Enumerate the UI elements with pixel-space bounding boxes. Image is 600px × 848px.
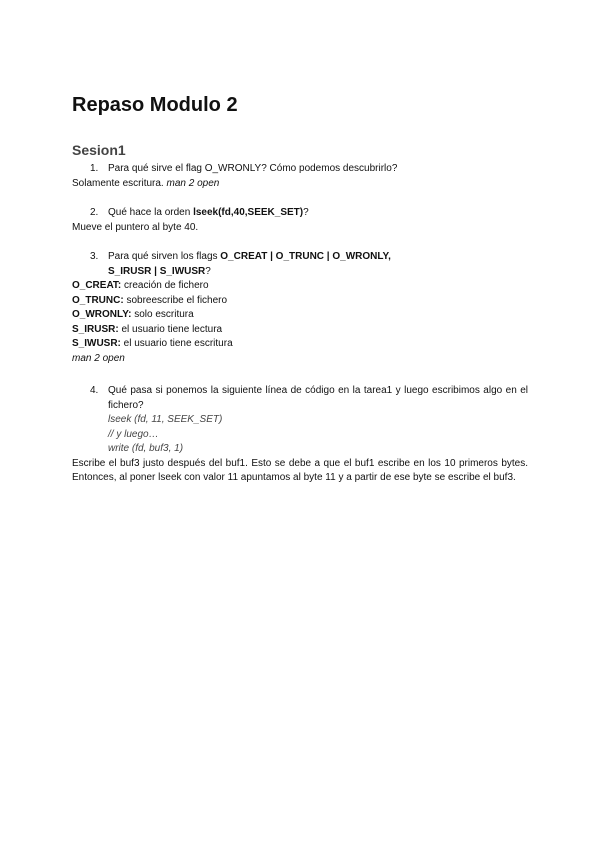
- question-text: Qué pasa si ponemos la siguiente línea de código en la tarea1 y luego escribimos algo en el fichero?: [108, 385, 528, 411]
- flag-term: O_CREAT:: [72, 280, 122, 291]
- page-title: Repaso Modulo 2: [72, 94, 238, 116]
- question-text-part: ?: [303, 207, 309, 218]
- question-number: 3.: [90, 251, 99, 262]
- question-text-part: Qué hace la orden: [108, 207, 194, 218]
- question-1: [72, 162, 528, 177]
- flag-term: S_IRUSR:: [72, 323, 119, 335]
- answer-2: Mueve el puntero al byte 40.: [72, 221, 199, 233]
- flag-desc: el usuario tiene lectura: [118, 323, 223, 335]
- flag-definition: [72, 294, 528, 309]
- flag-desc: el usuario tiene escritura: [120, 338, 233, 349]
- answer-1: [72, 177, 528, 192]
- flag-definitions: [72, 279, 528, 352]
- question-text: Para qué sirve el flag O_WRONLY? Cómo podemos descubrirlo?: [108, 163, 398, 174]
- question-text: [108, 250, 528, 279]
- code-command: lseek(fd,40,SEEK_SET): [193, 207, 304, 218]
- flag-definition: [72, 308, 528, 323]
- man-reference: man 2 open: [166, 177, 220, 189]
- question-number: 2.: [90, 207, 99, 218]
- section-heading: Sesion1: [72, 142, 126, 158]
- question-text: [108, 206, 528, 221]
- code-line: // y luego…: [108, 428, 159, 440]
- flag-term: S_IWUSR:: [72, 338, 121, 349]
- flag-definition: [72, 279, 528, 294]
- question-number: 1.: [90, 163, 99, 174]
- code-line: lseek (fd, 11, SEEK_SET): [108, 414, 223, 425]
- flag-definition: [72, 323, 528, 338]
- flags-list: O_CREAT | O_TRUNC | O_WRONLY,: [220, 251, 391, 262]
- question-4: [72, 384, 528, 413]
- answer-text: Solamente escritura.: [72, 177, 164, 189]
- flags-list: S_IRUSR | S_IWUSR: [108, 265, 206, 277]
- flag-desc: solo escritura: [131, 309, 194, 320]
- answer-4: Escribe el buf3 justo después del buf1. Esto se debe a que el buf1 escribe en los 10 primeros bytes. Entonces, al poner lseek con valor 11 apuntamos al byte 11 y a partir de ese byte se escribe el buf3.: [72, 457, 528, 483]
- flag-desc: creación de fichero: [121, 280, 209, 291]
- flag-term: O_TRUNC:: [72, 294, 124, 306]
- question-3: [72, 250, 528, 279]
- man-reference: man 2 open: [72, 352, 125, 364]
- document-page: [72, 92, 528, 486]
- code-line: write (fd, buf3, 1): [108, 443, 184, 454]
- flag-term: O_WRONLY:: [72, 309, 132, 320]
- question-text-part: ?: [205, 265, 211, 277]
- question-number: 4.: [90, 385, 99, 396]
- question-2: [72, 206, 528, 221]
- flag-desc: sobreescribe el fichero: [123, 294, 228, 306]
- question-text-part: Para qué sirven los flags: [108, 251, 221, 262]
- flag-definition: [72, 337, 528, 352]
